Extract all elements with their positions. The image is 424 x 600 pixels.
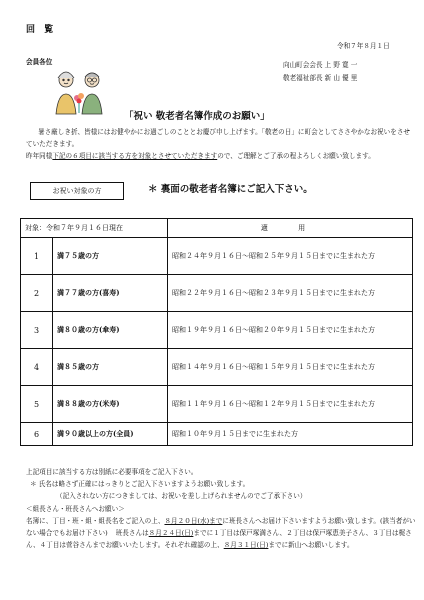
row-number: 6	[21, 423, 53, 446]
instruction-heading: ＊ 裏面の敬老者名簿にご記入下さい。	[148, 184, 313, 195]
note-1: 上記項目に該当する方は別紙に必要事項をご記入下さい。	[26, 468, 198, 476]
row-age-category: 満７７歳の方(喜寿)	[53, 275, 168, 312]
sender-welfare-head: 敬老福祉部長 新 山 優 里	[283, 74, 358, 82]
row-number: 2	[21, 275, 53, 312]
addressee: 会員各位	[26, 58, 53, 66]
note-3: （記入されない方につきましては、お祝いを差し上げられませんのでご了承下さい）	[56, 492, 307, 501]
table-header-row	[21, 219, 413, 238]
notes-section	[26, 466, 418, 551]
row-number: 4	[21, 349, 53, 386]
row-birth-range: 昭和１４年９月１６日～昭和１５年９月１５日までに生まれた方	[168, 349, 413, 386]
elderly-couple-illustration	[48, 68, 112, 116]
table-row	[21, 423, 413, 446]
table-row	[21, 275, 413, 312]
intro-paragraph-2: 昨年同様下記の６項目に該当する方を対象とさせていただきますので、ご理解とご了承の程よろしくお願い致します。	[26, 152, 375, 160]
row-number: 5	[21, 386, 53, 423]
row-birth-range: 昭和２２年９月１６日～昭和２３年９月１５日までに生まれた方	[168, 275, 413, 312]
issue-date: 令和７年８月１日	[337, 42, 390, 50]
intro-text	[26, 126, 410, 162]
row-age-category: 満８５歳の方	[53, 349, 168, 386]
target-box-label: お祝い対象の方	[30, 182, 124, 200]
table-row	[21, 386, 413, 423]
row-age-category: 満８８歳の方(米寿)	[53, 386, 168, 423]
table-row	[21, 312, 413, 349]
row-birth-range: 昭和１１年９月１６日～昭和１２年９月１５日までに生まれた方	[168, 386, 413, 423]
row-age-category: 満８０歳の方(傘寿)	[53, 312, 168, 349]
sender-chairman: 向山町会会長 上 野 寛 一	[283, 61, 358, 69]
intro-paragraph-1: 暑さ厳しき折、皆様にはお健やかにお過ごしのこととお慶び申し上げます。「敬老の日」に町会としてささやかなお祝いをさせていただきます。	[26, 128, 411, 148]
eligibility-table	[20, 218, 413, 446]
table-header-applies: 適 用	[168, 219, 413, 238]
row-age-category: 満７５歳の方	[53, 238, 168, 275]
row-number: 1	[21, 238, 53, 275]
table-row	[21, 238, 413, 275]
note-2: ＊ 氏名は略さず正確にはっきりとご記入下さいますようお願い致します。	[30, 480, 250, 489]
row-birth-range: 昭和１０年９月１５日までに生まれた方	[168, 423, 413, 446]
document-title: 「祝い 敬老者名簿作成のお願い」	[124, 111, 270, 122]
row-birth-range: 昭和１９年９月１６日～昭和２０年９月１５日までに生まれた方	[168, 312, 413, 349]
table-header-target: 対象：令和７年９月１６日現在	[21, 219, 168, 238]
row-birth-range: 昭和２４年９月１６日～昭和２５年９月１５日までに生まれた方	[168, 238, 413, 275]
table-row	[21, 349, 413, 386]
row-number: 3	[21, 312, 53, 349]
note-5: 名簿に、丁目・班・組・組長名をご記入の上、８月２０日(水)までに班長さんへお届け下さいますようお願い致します。(該当者がいない場合でもお届け下さい) 班長さんは８月２４日(日)までに１丁目は保戸塚満さん、２丁目は保戸塚恵美子さん、３丁目は梶さん、４丁目は菅谷さんまでお願いいたします。それぞれ確認の上、８月３１日(日)までに新山へお願いします。	[26, 516, 416, 550]
note-4: ＜組長さん・班長さんへお願い＞	[26, 504, 125, 513]
row-age-category: 満９０歳以上の方(全員)	[53, 423, 168, 446]
kairan-label: 回 覧	[26, 25, 57, 35]
